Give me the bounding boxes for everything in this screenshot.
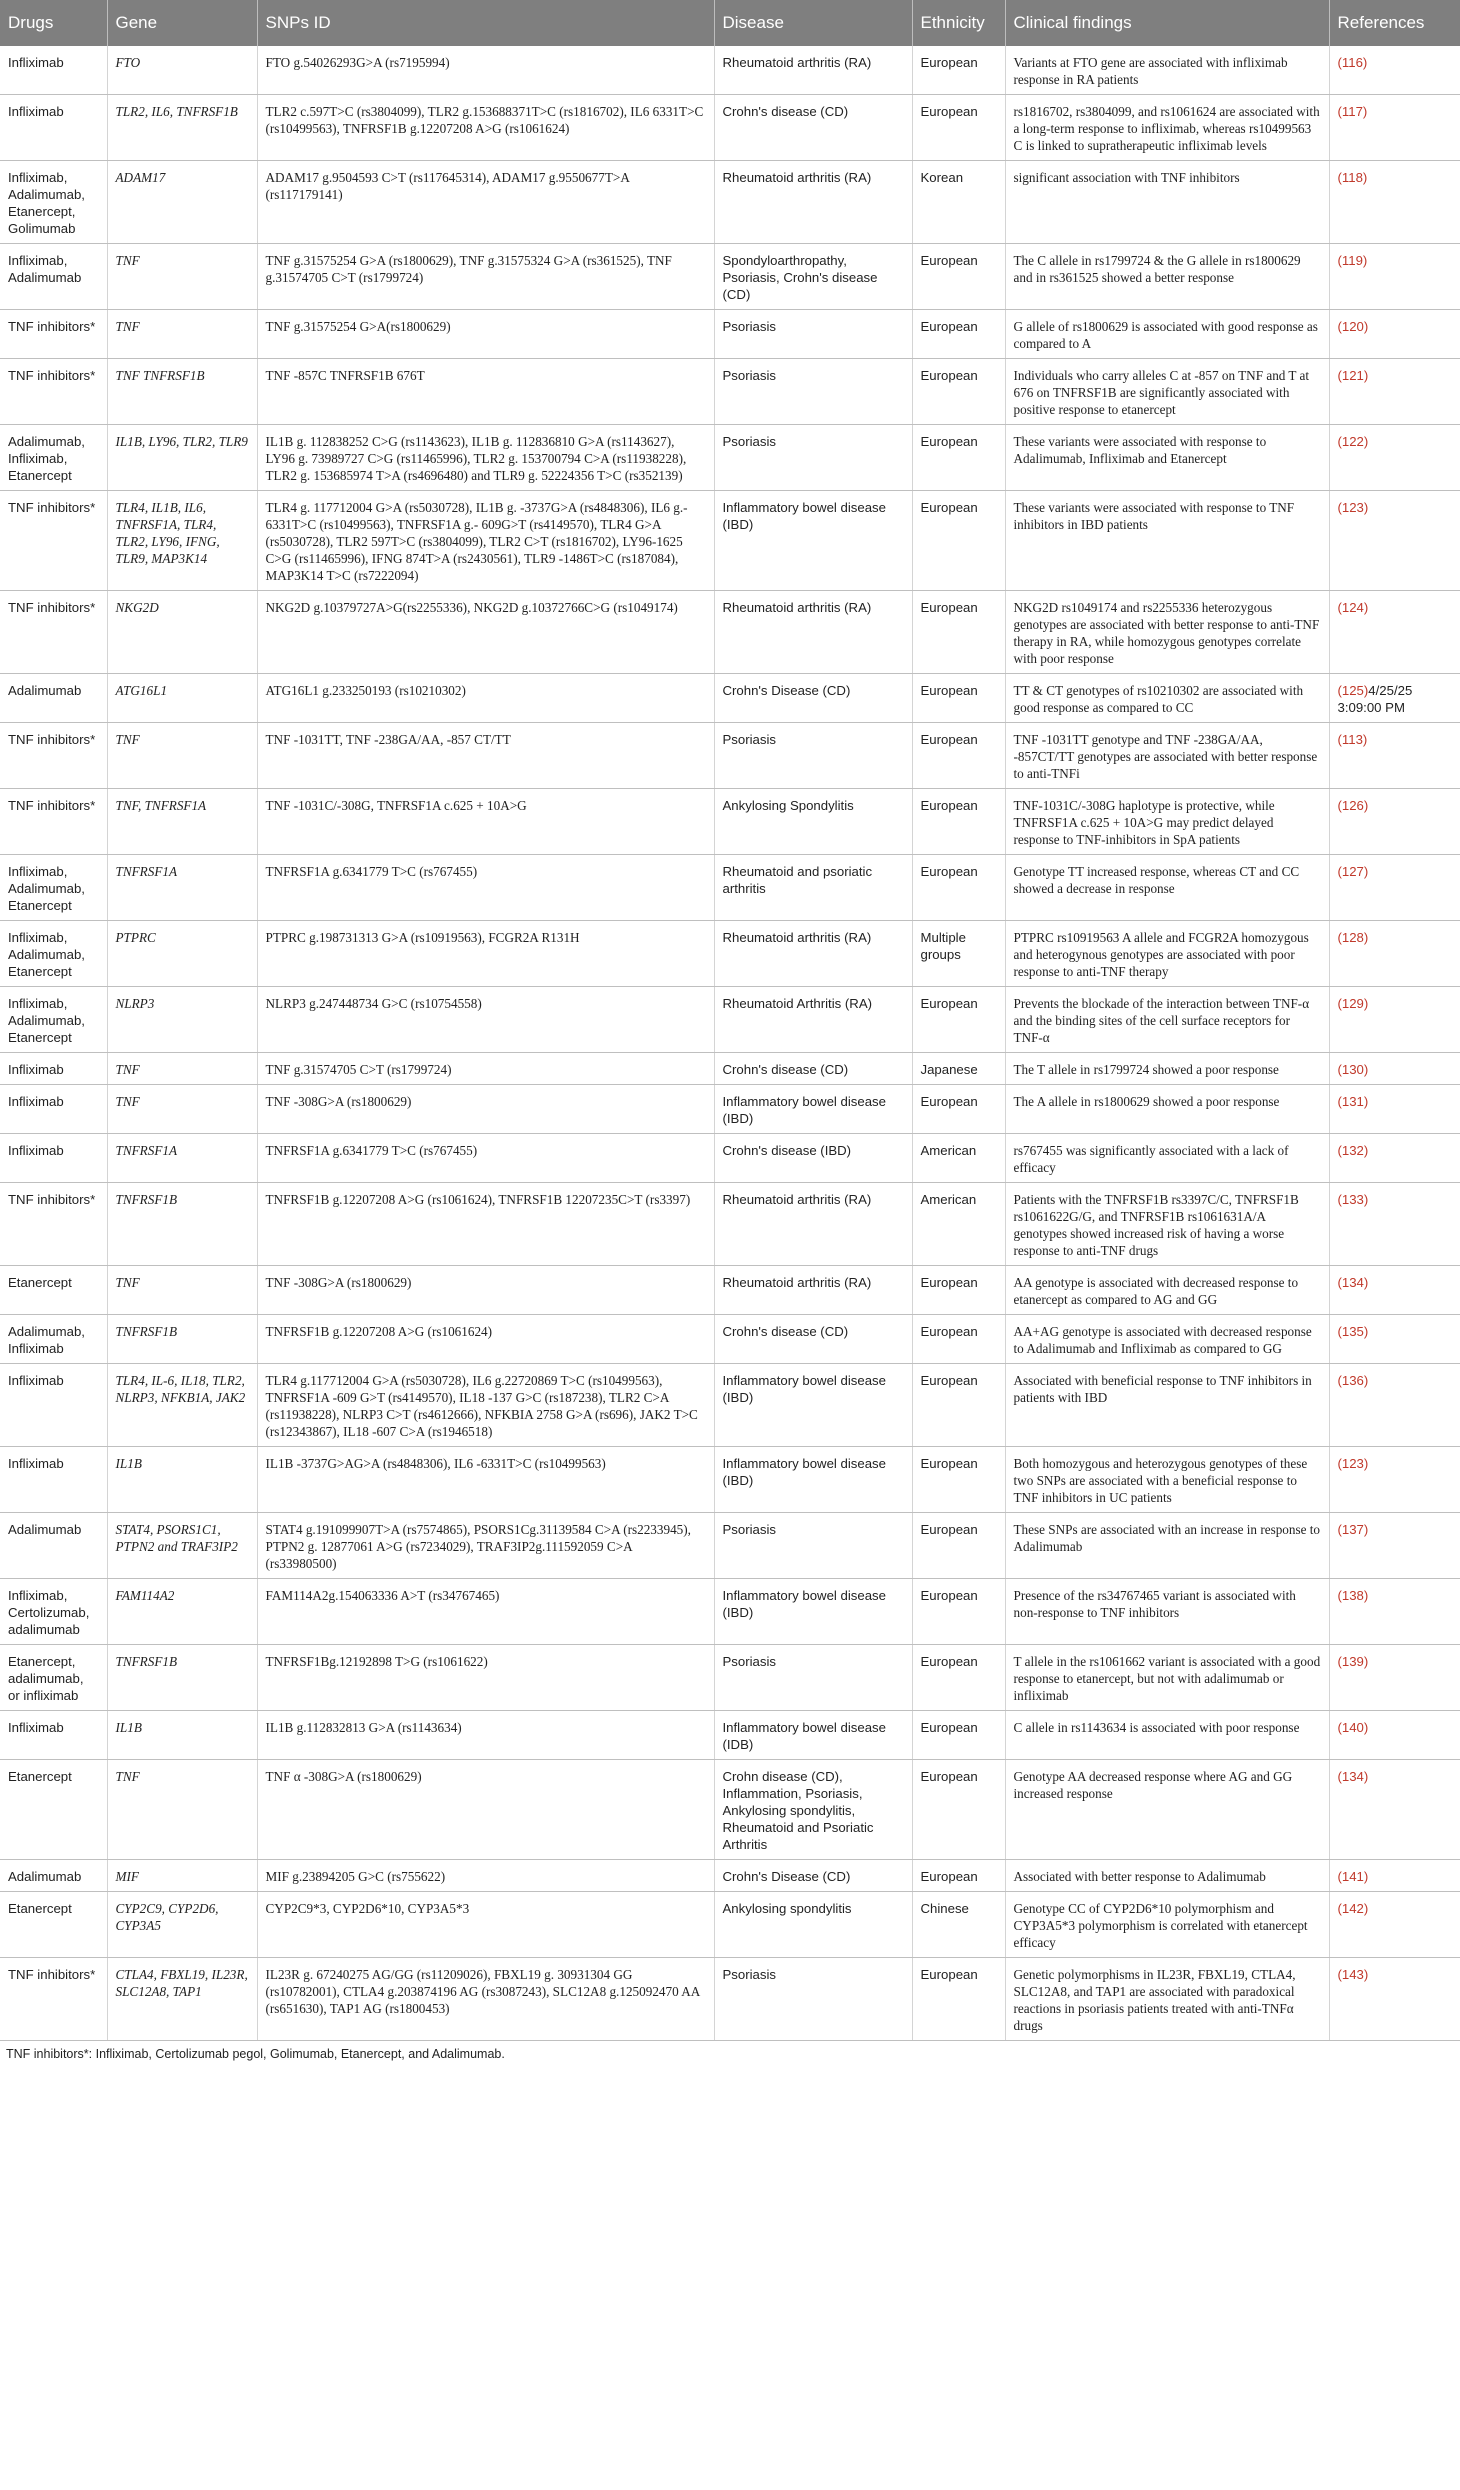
ethnicity-cell: European (912, 1315, 1005, 1364)
table-row (0, 1513, 1460, 1579)
gene-cell: ATG16L1 (107, 674, 257, 723)
snps-cell: TNFRSF1B g.12207208 A>G (rs1061624) (257, 1315, 714, 1364)
ethnicity-cell: European (912, 1266, 1005, 1315)
table-row (0, 1447, 1460, 1513)
gene-cell: TNFRSF1B (107, 1315, 257, 1364)
drugs-cell: TNF inhibitors* (0, 310, 107, 359)
disease-cell: Rheumatoid arthritis (RA) (714, 1266, 912, 1315)
snps-cell: TNF -308G>A (rs1800629) (257, 1266, 714, 1315)
reference-link[interactable]: (140) (1337, 1720, 1369, 1735)
table-footnote: TNF inhibitors*: Infliximab, Certolizumab pegol, Golimumab, Etanercept, and Adalimumab. (6, 2047, 505, 2061)
gene-cell: TLR4, IL1B, IL6, TNFRSF1A, TLR4, TLR2, LY96, IFNG, TLR9, MAP3K14 (107, 491, 257, 591)
reference-link[interactable]: (127) (1337, 864, 1369, 879)
snps-cell: TNF g.31574705 C>T (rs1799724) (257, 1053, 714, 1085)
reference-link[interactable]: (117) (1337, 104, 1368, 119)
gene-cell: IL1B (107, 1711, 257, 1760)
gene-cell: IL1B (107, 1447, 257, 1513)
ethnicity-cell: Chinese (912, 1892, 1005, 1958)
snps-cell: TNF -1031TT, TNF -238GA/AA, -857 CT/TT (257, 723, 714, 789)
snps-cell: TNF α -308G>A (rs1800629) (257, 1760, 714, 1860)
findings-cell: Associated with beneficial response to TNF inhibitors in patients with IBD (1005, 1364, 1329, 1447)
gene-cell: TLR4, IL-6, IL18, TLR2, NLRP3, NFKB1A, JAK2 (107, 1364, 257, 1447)
disease-cell: Psoriasis (714, 1513, 912, 1579)
gene-cell: MIF (107, 1860, 257, 1892)
drugs-cell: Infliximab (0, 1364, 107, 1447)
drugs-cell: TNF inhibitors* (0, 491, 107, 591)
gene-cell: CTLA4, FBXL19, IL23R, SLC12A8, TAP1 (107, 1958, 257, 2041)
reference-cell (1329, 425, 1460, 491)
reference-cell (1329, 591, 1460, 674)
reference-cell (1329, 1579, 1460, 1645)
table-body (0, 46, 1460, 2041)
table-row (0, 1958, 1460, 2041)
snps-cell: TNFRSF1A g.6341779 T>C (rs767455) (257, 855, 714, 921)
ethnicity-cell: European (912, 723, 1005, 789)
disease-cell: Rheumatoid arthritis (RA) (714, 591, 912, 674)
gene-cell: FTO (107, 46, 257, 95)
findings-cell: Genotype AA decreased response where AG and GG increased response (1005, 1760, 1329, 1860)
reference-link[interactable]: (124) (1337, 600, 1369, 615)
table-row (0, 1760, 1460, 1860)
drugs-cell: TNF inhibitors* (0, 723, 107, 789)
ethnicity-cell: European (912, 310, 1005, 359)
reference-link[interactable]: (128) (1337, 930, 1369, 945)
table-row (0, 1860, 1460, 1892)
disease-cell: Crohn's disease (CD) (714, 95, 912, 161)
reference-cell (1329, 674, 1460, 723)
ethnicity-cell: European (912, 1447, 1005, 1513)
reference-cell (1329, 359, 1460, 425)
drugs-cell: Infliximab (0, 46, 107, 95)
header-disease: Disease (714, 0, 912, 46)
ethnicity-cell: European (912, 855, 1005, 921)
reference-cell (1329, 161, 1460, 244)
gene-cell: TNF (107, 723, 257, 789)
drugs-cell: Infliximab, Adalimumab (0, 244, 107, 310)
reference-link[interactable]: (122) (1337, 434, 1369, 449)
header-ethnicity: Ethnicity (912, 0, 1005, 46)
drugs-cell: Infliximab (0, 1447, 107, 1513)
snps-cell: TNF g.31575254 G>A(rs1800629) (257, 310, 714, 359)
reference-link[interactable]: (139) (1337, 1654, 1369, 1669)
disease-cell: Inflammatory bowel disease (IBD) (714, 1085, 912, 1134)
disease-cell: Crohn's disease (CD) (714, 1315, 912, 1364)
reference-link[interactable]: (119) (1337, 253, 1368, 268)
table-row (0, 789, 1460, 855)
snps-cell: IL1B g.112832813 G>A (rs1143634) (257, 1711, 714, 1760)
drugs-cell: Adalimumab (0, 674, 107, 723)
drugs-cell: Etanercept, adalimumab, or infliximab (0, 1645, 107, 1711)
gene-cell: STAT4, PSORS1C1, PTPN2 and TRAF3IP2 (107, 1513, 257, 1579)
findings-cell: TNF -1031TT genotype and TNF -238GA/AA, -857CT/TT genotypes are associated with better response to anti-TNFi (1005, 723, 1329, 789)
reference-cell (1329, 491, 1460, 591)
ethnicity-cell: European (912, 1860, 1005, 1892)
header-snps-id: SNPs ID (257, 0, 714, 46)
table-row (0, 359, 1460, 425)
snps-cell: TNF -308G>A (rs1800629) (257, 1085, 714, 1134)
ethnicity-cell: American (912, 1183, 1005, 1266)
disease-cell: Inflammatory bowel disease (IBD) (714, 1579, 912, 1645)
reference-cell (1329, 1513, 1460, 1579)
disease-cell: Psoriasis (714, 310, 912, 359)
ethnicity-cell: Japanese (912, 1053, 1005, 1085)
reference-cell (1329, 1958, 1460, 2041)
disease-cell: Rheumatoid Arthritis (RA) (714, 987, 912, 1053)
table-row (0, 1892, 1460, 1958)
reference-link[interactable]: (131) (1337, 1094, 1369, 1109)
reference-link[interactable]: (132) (1337, 1143, 1369, 1158)
reference-cell (1329, 1266, 1460, 1315)
drugs-cell: Infliximab, Adalimumab, Etanercept (0, 855, 107, 921)
findings-cell: G allele of rs1800629 is associated with good response as compared to A (1005, 310, 1329, 359)
gene-cell: TNFRSF1A (107, 855, 257, 921)
reference-link[interactable]: (125) (1337, 683, 1369, 698)
snps-cell: IL1B -3737G>AG>A (rs4848306), IL6 -6331T>C (rs10499563) (257, 1447, 714, 1513)
gene-cell: TNF (107, 1266, 257, 1315)
gene-cell: NKG2D (107, 591, 257, 674)
reference-cell (1329, 1134, 1460, 1183)
disease-cell: Ankylosing spondylitis (714, 1892, 912, 1958)
disease-cell: Inflammatory bowel disease (IBD) (714, 491, 912, 591)
snps-cell: MIF g.23894205 G>C (rs755622) (257, 1860, 714, 1892)
reference-cell (1329, 1892, 1460, 1958)
findings-cell: NKG2D rs1049174 and rs2255336 heterozygous genotypes are associated with better response to anti-TNF therapy in RA, while homozygous genotypes correlate with poor response (1005, 591, 1329, 674)
findings-cell: Patients with the TNFRSF1B rs3397C/C, TNFRSF1B rs1061622G/G, and TNFRSF1B rs1061631A/A genotypes showed increased risk of having a worse response to anti-TNF drugs (1005, 1183, 1329, 1266)
reference-cell (1329, 1645, 1460, 1711)
table-row (0, 1266, 1460, 1315)
gene-cell: PTPRC (107, 921, 257, 987)
findings-cell: The A allele in rs1800629 showed a poor response (1005, 1085, 1329, 1134)
snps-cell: STAT4 g.191099907T>A (rs7574865), PSORS1Cg.31139584 C>A (rs2233945), PTPN2 g. 12877061 A>G (rs7234029), TRAF3IP2g.111592059 C>A (rs33980500) (257, 1513, 714, 1579)
findings-cell: AA genotype is associated with decreased response to etanercept as compared to AG and GG (1005, 1266, 1329, 1315)
header-references: References (1329, 0, 1460, 46)
drugs-cell: Adalimumab, Infliximab (0, 1315, 107, 1364)
gene-cell: TNF (107, 310, 257, 359)
drugs-cell: Infliximab (0, 1134, 107, 1183)
reference-cell (1329, 1447, 1460, 1513)
table-row (0, 425, 1460, 491)
table-row (0, 491, 1460, 591)
disease-cell: Crohn's disease (CD) (714, 1053, 912, 1085)
gene-cell: TNF, TNFRSF1A (107, 789, 257, 855)
drugs-cell: Infliximab (0, 95, 107, 161)
reference-link[interactable]: (143) (1337, 1967, 1369, 1982)
findings-cell: These SNPs are associated with an increase in response to Adalimumab (1005, 1513, 1329, 1579)
reference-cell (1329, 95, 1460, 161)
reference-cell (1329, 1760, 1460, 1860)
reference-link[interactable]: (137) (1337, 1522, 1369, 1537)
table-row (0, 95, 1460, 161)
findings-cell: TT & CT genotypes of rs10210302 are associated with good response as compared to CC (1005, 674, 1329, 723)
gene-cell: FAM114A2 (107, 1579, 257, 1645)
reference-link[interactable]: (126) (1337, 798, 1369, 813)
table-row (0, 310, 1460, 359)
findings-cell: Presence of the rs34767465 variant is associated with non-response to TNF inhibitors (1005, 1579, 1329, 1645)
table-row (0, 591, 1460, 674)
disease-cell: Rheumatoid and psoriatic arthritis (714, 855, 912, 921)
snps-cell: TNFRSF1B g.12207208 A>G (rs1061624), TNFRSF1B 12207235C>T (rs3397) (257, 1183, 714, 1266)
header-row (0, 0, 1460, 46)
disease-cell: Inflammatory bowel disease (IDB) (714, 1711, 912, 1760)
reference-link[interactable]: (141) (1337, 1869, 1369, 1884)
snps-cell: FTO g.54026293G>A (rs7195994) (257, 46, 714, 95)
drugs-cell: Infliximab, Certolizumab, adalimumab (0, 1579, 107, 1645)
disease-cell: Inflammatory bowel disease (IBD) (714, 1447, 912, 1513)
ethnicity-cell: European (912, 1085, 1005, 1134)
snps-cell: TNF g.31575254 G>A (rs1800629), TNF g.31575324 G>A (rs361525), TNF g.31574705 C>T (rs1799724) (257, 244, 714, 310)
table-row (0, 921, 1460, 987)
ethnicity-cell: European (912, 1645, 1005, 1711)
snps-cell: TNFRSF1Bg.12192898 T>G (rs1061622) (257, 1645, 714, 1711)
table-row (0, 1645, 1460, 1711)
table-row (0, 1183, 1460, 1266)
ethnicity-cell: European (912, 1579, 1005, 1645)
table-row (0, 1053, 1460, 1085)
reference-cell (1329, 1183, 1460, 1266)
ethnicity-cell: European (912, 95, 1005, 161)
table-row (0, 1364, 1460, 1447)
disease-cell: Crohn disease (CD), Inflammation, Psoriasis, Ankylosing spondylitis, Rheumatoid and Psoriatic Arthritis (714, 1760, 912, 1860)
drugs-cell: TNF inhibitors* (0, 1958, 107, 2041)
reference-cell (1329, 46, 1460, 95)
reference-cell (1329, 1085, 1460, 1134)
ethnicity-cell: European (912, 1760, 1005, 1860)
findings-cell: T allele in the rs1061662 variant is associated with a good response to etanercept, but not with adalimumab or infliximab (1005, 1645, 1329, 1711)
ethnicity-cell: European (912, 987, 1005, 1053)
snps-cell: ATG16L1 g.233250193 (rs10210302) (257, 674, 714, 723)
reference-cell (1329, 723, 1460, 789)
findings-cell: These variants were associated with response to Adalimumab, Infliximab and Etanercept (1005, 425, 1329, 491)
reference-link[interactable]: (118) (1337, 170, 1368, 185)
ethnicity-cell: Korean (912, 161, 1005, 244)
disease-cell: Psoriasis (714, 425, 912, 491)
ethnicity-cell: European (912, 1958, 1005, 2041)
gene-cell: TNFRSF1A (107, 1134, 257, 1183)
table-row (0, 1579, 1460, 1645)
reference-link[interactable]: (121) (1337, 368, 1369, 383)
disease-cell: Ankylosing Spondylitis (714, 789, 912, 855)
table-row (0, 1711, 1460, 1760)
table-row (0, 723, 1460, 789)
drugs-cell: Etanercept (0, 1892, 107, 1958)
reference-link[interactable]: (116) (1337, 55, 1368, 70)
snps-cell: NLRP3 g.247448734 G>C (rs10754558) (257, 987, 714, 1053)
findings-cell: Genotype CC of CYP2D6*10 polymorphism and CYP3A5*3 polymorphism is correlated with etanercept efficacy (1005, 1892, 1329, 1958)
drugs-cell: Infliximab, Adalimumab, Etanercept (0, 921, 107, 987)
ethnicity-cell: European (912, 359, 1005, 425)
gene-cell: TNFRSF1B (107, 1183, 257, 1266)
snps-cell: ADAM17 g.9504593 C>T (rs117645314), ADAM17 g.9550677T>A (rs117179141) (257, 161, 714, 244)
findings-cell: Prevents the blockade of the interaction between TNF-α and the binding sites of the cell surface receptors for TNF-α (1005, 987, 1329, 1053)
reference-link[interactable]: (135) (1337, 1324, 1369, 1339)
drugs-cell: Etanercept (0, 1760, 107, 1860)
ethnicity-cell: American (912, 1134, 1005, 1183)
disease-cell: Rheumatoid arthritis (RA) (714, 921, 912, 987)
findings-cell: Individuals who carry alleles C at -857 on TNF and T at 676 on TNFRSF1B are significantly associated with positive response to etanercept (1005, 359, 1329, 425)
reference-cell (1329, 1364, 1460, 1447)
findings-cell: Associated with better response to Adalimumab (1005, 1860, 1329, 1892)
ethnicity-cell: European (912, 46, 1005, 95)
drugs-cell: Infliximab, Adalimumab, Etanercept (0, 987, 107, 1053)
disease-cell: Psoriasis (714, 359, 912, 425)
snps-cell: IL23R g. 67240275 AG/GG (rs11209026), FBXL19 g. 30931304 GG (rs10782001), CTLA4 g.203874196 AG (rs3087243), SLC12A8 g.125092470 AA (rs651630), TAP1 AG (rs1800453) (257, 1958, 714, 2041)
reference-link[interactable]: (134) (1337, 1275, 1369, 1290)
reference-link[interactable]: (123) (1337, 1456, 1369, 1471)
gene-cell: TLR2, IL6, TNFRSF1B (107, 95, 257, 161)
drugs-cell: TNF inhibitors* (0, 359, 107, 425)
reference-link[interactable]: (133) (1337, 1192, 1369, 1207)
disease-cell: Inflammatory bowel disease (IBD) (714, 1364, 912, 1447)
disease-cell: Crohn's disease (IBD) (714, 1134, 912, 1183)
findings-cell: These variants were associated with response to TNF inhibitors in IBD patients (1005, 491, 1329, 591)
drugs-cell: Adalimumab (0, 1513, 107, 1579)
snps-cell: TNF -857C TNFRSF1B 676T (257, 359, 714, 425)
table-row (0, 987, 1460, 1053)
drugs-cell: Infliximab (0, 1085, 107, 1134)
disease-cell: Rheumatoid arthritis (RA) (714, 161, 912, 244)
reference-cell (1329, 1053, 1460, 1085)
ethnicity-cell: European (912, 425, 1005, 491)
snps-cell: TLR2 c.597T>C (rs3804099), TLR2 g.153688371T>C (rs1816702), IL6 6331T>C (rs10499563), TNFRSF1B g.12207208 A>G (rs1061624) (257, 95, 714, 161)
reference-cell (1329, 987, 1460, 1053)
disease-cell: Crohn's Disease (CD) (714, 674, 912, 723)
disease-cell: Psoriasis (714, 1958, 912, 2041)
snps-cell: TNF -1031C/-308G, TNFRSF1A c.625 + 10A>G (257, 789, 714, 855)
reference-link[interactable]: (123) (1337, 500, 1369, 515)
snps-cell: PTPRC g.198731313 G>A (rs10919563), FCGR2A R131H (257, 921, 714, 987)
ethnicity-cell: European (912, 244, 1005, 310)
table-row (0, 161, 1460, 244)
findings-cell: Both homozygous and heterozygous genotypes of these two SNPs are associated with a beneficial response to TNF inhibitors in UC patients (1005, 1447, 1329, 1513)
disease-cell: Psoriasis (714, 1645, 912, 1711)
findings-cell: Variants at FTO gene are associated with infliximab response in RA patients (1005, 46, 1329, 95)
gene-cell: TNF TNFRSF1B (107, 359, 257, 425)
gene-cell: TNF (107, 244, 257, 310)
table-row (0, 46, 1460, 95)
findings-cell: TNF-1031C/-308G haplotype is protective, while TNFRSF1A c.625 + 10A>G may predict delayed response to TNF-inhibitors in SpA patients (1005, 789, 1329, 855)
findings-cell: The T allele in rs1799724 showed a poor response (1005, 1053, 1329, 1085)
gene-cell: CYP2C9, CYP2D6, CYP3A5 (107, 1892, 257, 1958)
drugs-cell: TNF inhibitors* (0, 1183, 107, 1266)
findings-cell: AA+AG genotype is associated with decreased response to Adalimumab and Infliximab as compared to GG (1005, 1315, 1329, 1364)
gene-cell: TNF (107, 1053, 257, 1085)
ethnicity-cell: Multiple groups (912, 921, 1005, 987)
disease-cell: Spondyloarthropathy, Psoriasis, Crohn's disease (CD) (714, 244, 912, 310)
ethnicity-cell: European (912, 1513, 1005, 1579)
table-row (0, 1085, 1460, 1134)
reference-link[interactable]: (120) (1337, 319, 1369, 334)
disease-cell: Crohn's Disease (CD) (714, 1860, 912, 1892)
reference-cell (1329, 1860, 1460, 1892)
findings-cell: Genetic polymorphisms in IL23R, FBXL19, CTLA4, SLC12A8, and TAP1 are associated with paradoxical reactions in psoriasis patients treated with anti-TNFα drugs (1005, 1958, 1329, 2041)
reference-cell (1329, 855, 1460, 921)
table-row (0, 244, 1460, 310)
disease-cell: Psoriasis (714, 723, 912, 789)
gene-cell: TNF (107, 1085, 257, 1134)
reference-cell (1329, 310, 1460, 359)
snps-cell: FAM114A2g.154063336 A>T (rs34767465) (257, 1579, 714, 1645)
header-clinical-findings: Clinical findings (1005, 0, 1329, 46)
disease-cell: Rheumatoid arthritis (RA) (714, 46, 912, 95)
reference-link[interactable]: (142) (1337, 1901, 1369, 1916)
findings-cell: PTPRC rs10919563 A allele and FCGR2A homozygous and heterogynous genotypes are associated with poor response to anti-TNF therapy (1005, 921, 1329, 987)
drugs-cell: Adalimumab, Infliximab, Etanercept (0, 425, 107, 491)
table-row (0, 1315, 1460, 1364)
reference-cell (1329, 244, 1460, 310)
reference-link[interactable]: (138) (1337, 1588, 1369, 1603)
snps-cell: IL1B g. 112838252 C>G (rs1143623), IL1B g. 112836810 G>A (rs1143627), LY96 g. 73989727 C>G (rs11465996), TLR2 g. 153700794 C>A (rs11938228), TLR2 g. 153685974 T>A (rs4696480) and TLR9 g. 52224356 T>C (rs352139) (257, 425, 714, 491)
reference-link[interactable]: (129) (1337, 996, 1369, 1011)
ethnicity-cell: European (912, 1364, 1005, 1447)
gene-cell: ADAM17 (107, 161, 257, 244)
reference-timestamp: 4/25/25 3:09:00 PM (1337, 683, 1413, 715)
snps-cell: NKG2D g.10379727A>G(rs2255336), NKG2D g.10372766C>G (rs1049174) (257, 591, 714, 674)
snps-cell: TNFRSF1A g.6341779 T>C (rs767455) (257, 1134, 714, 1183)
header-gene: Gene (107, 0, 257, 46)
drugs-cell: Etanercept (0, 1266, 107, 1315)
drugs-cell: TNF inhibitors* (0, 789, 107, 855)
ethnicity-cell: European (912, 491, 1005, 591)
ethnicity-cell: European (912, 591, 1005, 674)
drugs-cell: TNF inhibitors* (0, 591, 107, 674)
table-row (0, 674, 1460, 723)
table-row (0, 1134, 1460, 1183)
reference-cell (1329, 789, 1460, 855)
drugs-cell: Infliximab, Adalimumab, Etanercept, Golimumab (0, 161, 107, 244)
ethnicity-cell: European (912, 1711, 1005, 1760)
reference-cell (1329, 1315, 1460, 1364)
snps-cell: TLR4 g. 117712004 G>A (rs5030728), IL1B g. -3737G>A (rs4848306), IL6 g.- 6331T>C (rs10499563), TNFRSF1A g.- 609G>T (rs4149570), TLR4 G>A (rs5030728), TLR2 597T>C (rs3804099), TLR2 C>T (rs1816702), LY96-1625 C>G (rs11465996), IFNG 874T>A (rs2430561), TLR9 -1486T>C (rs187084), MAP3K14 T>C (rs7222094) (257, 491, 714, 591)
snps-cell: CYP2C9*3, CYP2D6*10, CYP3A5*3 (257, 1892, 714, 1958)
drugs-cell: Infliximab (0, 1053, 107, 1085)
reference-link[interactable]: (136) (1337, 1373, 1369, 1388)
gene-cell: IL1B, LY96, TLR2, TLR9 (107, 425, 257, 491)
findings-cell: rs1816702, rs3804099, and rs1061624 are associated with a long-term response to infliximab, whereas rs10499563 C is linked to supratherapeutic infliximab levels (1005, 95, 1329, 161)
table-row (0, 855, 1460, 921)
drugs-cell: Adalimumab (0, 1860, 107, 1892)
findings-cell: Genotype TT increased response, whereas CT and CC showed a decrease in response (1005, 855, 1329, 921)
ethnicity-cell: European (912, 674, 1005, 723)
reference-link[interactable]: (130) (1337, 1062, 1369, 1077)
reference-link[interactable]: (134) (1337, 1769, 1369, 1784)
reference-cell (1329, 1711, 1460, 1760)
reference-link[interactable]: (113) (1337, 732, 1368, 747)
findings-cell: significant association with TNF inhibitors (1005, 161, 1329, 244)
snps-cell: TLR4 g.117712004 G>A (rs5030728), IL6 g.22720869 T>C (rs10499563), TNFRSF1A -609 G>T (rs4149570), IL18 -137 G>C (rs187238), TLR2 C>A (rs11938228), NLRP3 C>T (rs4612666), NFKBIA 2758 G>A (rs696), JAK2 T>C (rs12343867), IL18 -607 C>A (rs1946518) (257, 1364, 714, 1447)
header-drugs: Drugs (0, 0, 107, 46)
gene-cell: TNF (107, 1760, 257, 1860)
drugs-cell: Infliximab (0, 1711, 107, 1760)
disease-cell: Rheumatoid arthritis (RA) (714, 1183, 912, 1266)
findings-cell: The C allele in rs1799724 & the G allele in rs1800629 and in rs361525 showed a better response (1005, 244, 1329, 310)
findings-cell: C allele in rs1143634 is associated with poor response (1005, 1711, 1329, 1760)
ethnicity-cell: European (912, 789, 1005, 855)
gene-cell: TNFRSF1B (107, 1645, 257, 1711)
findings-cell: rs767455 was significantly associated with a lack of efficacy (1005, 1134, 1329, 1183)
reference-cell (1329, 921, 1460, 987)
gene-cell: NLRP3 (107, 987, 257, 1053)
